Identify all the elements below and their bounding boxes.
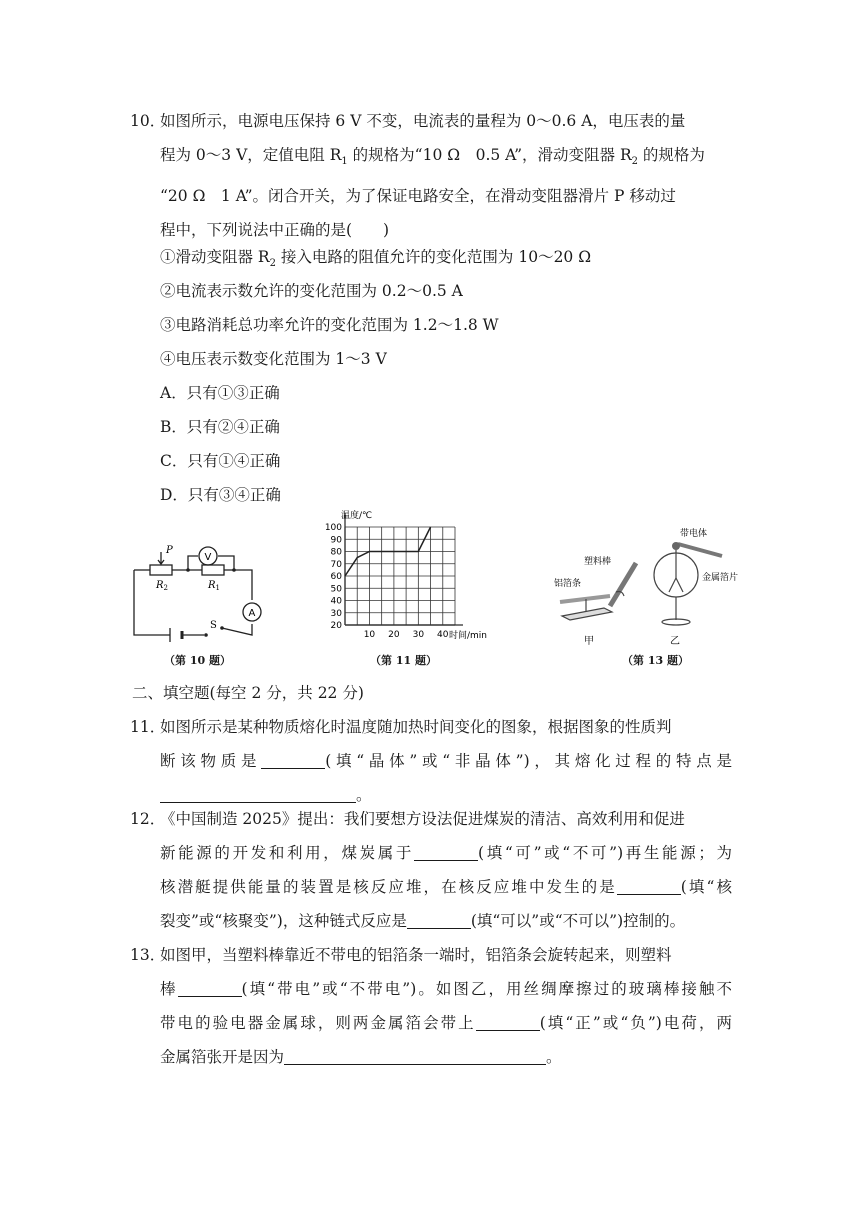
- sub-figure-yi: 乙: [670, 636, 680, 647]
- x-tick-label: 40: [437, 630, 449, 640]
- question-10: [132, 104, 732, 247]
- question-text: 程中，下列说法中正确的是( ): [160, 221, 390, 240]
- y-tick-label: 100: [324, 523, 342, 533]
- statement-4: ④电压表示数变化范围为 1～3 V: [160, 350, 387, 368]
- x-axis-label: 时间/min: [449, 631, 488, 641]
- figure-caption: （第 10 题）: [164, 654, 231, 667]
- aluminum-foil-strip: [560, 596, 610, 602]
- question-number: 10．: [130, 112, 166, 130]
- question-text: 。: [160, 778, 732, 812]
- question-number: 12．: [130, 810, 166, 828]
- electrostatics-figure: [550, 520, 770, 650]
- answer-blank[interactable]: [476, 1012, 540, 1031]
- question-text: 如图甲，当塑料棒靠近不带电的铝箔条一端时，铝箔条会旋转起来，则塑料: [160, 946, 672, 964]
- question-text: 如图所示，电源电压保持 6 V 不变，电流表的量程为 0～0.6 A，电压表的量: [160, 112, 686, 130]
- question-text: 新能源的开发和利用，煤炭属于 (填“可”或“不可”)再生能源；为: [160, 844, 732, 862]
- sub-figure-jia: 甲: [584, 636, 594, 647]
- y-tick-label: 40: [330, 596, 342, 607]
- question-number: 11．: [130, 718, 166, 736]
- plastic-rod: [610, 563, 636, 606]
- y-tick-label: 60: [330, 572, 342, 582]
- temperature-chart: [315, 505, 505, 645]
- answer-blank[interactable]: [178, 978, 242, 997]
- junction-dot: [232, 568, 236, 572]
- answer-blank[interactable]: [414, 842, 478, 861]
- answer-blank[interactable]: [261, 750, 325, 769]
- question-text: 如图所示是某种物质熔化时温度随加热时间变化的图象，根据图象的性质判: [160, 718, 672, 736]
- switch-contact: [220, 626, 224, 630]
- question-12: [132, 802, 732, 938]
- answer-blank[interactable]: [617, 876, 681, 895]
- leaf-label: 金属箔片: [702, 573, 739, 583]
- question-text: 棒 (填“带电”或“不带电”)。如图乙，用丝绸摩擦过的玻璃棒接触不: [160, 980, 732, 998]
- y-tick-label: 70: [330, 559, 342, 570]
- x-tick-label: 20: [388, 630, 400, 640]
- question-11: [132, 710, 732, 812]
- voltmeter-label: V: [204, 552, 212, 563]
- y-tick-label: 20: [330, 621, 342, 631]
- figure-caption: （第 11 题）: [370, 654, 437, 667]
- y-axis-label: 温度/℃: [341, 511, 373, 521]
- question-13: [132, 938, 732, 1074]
- r2-label: $R_2$: [156, 580, 168, 592]
- ammeter-label: A: [248, 608, 256, 619]
- x-tick-label: 10: [363, 630, 376, 640]
- question-text: 程为 0～3 V，定值电阻 $R_1$ 的规格为“10 Ω 0.5 A”，滑动变阻器 $R_2$ 的规格为: [160, 146, 705, 168]
- option-b: B．只有②④正确: [160, 418, 280, 436]
- foil-base: [562, 608, 612, 620]
- answer-blank[interactable]: [284, 1046, 546, 1065]
- question-text: 《中国制造 2025》提出：我们要想方设法促进煤炭的清洁、高效利用和促进: [160, 810, 685, 828]
- foil-label: 铝箔条: [554, 579, 582, 589]
- answer-blank[interactable]: [160, 784, 356, 803]
- question-text: 带电的验电器金属球，则两金属箔会带上 (填“正”或“负”)电荷，两: [160, 1014, 732, 1032]
- junction-dot: [186, 568, 190, 572]
- rod-label: 塑料棒: [584, 557, 612, 567]
- y-tick-label: 90: [330, 535, 342, 546]
- statement-2: ②电流表示数允许的变化范围为 0.2～0.5 A: [160, 282, 463, 300]
- question-number: 13．: [130, 946, 166, 964]
- statement-1: ①滑动变阻器 $R_2$ 接入电路的阻值允许的变化范围为 10～20 Ω: [160, 248, 592, 270]
- y-tick-label: 80: [330, 547, 342, 558]
- figure-caption: （第 13 题）: [622, 654, 689, 667]
- circuit-figure: [124, 540, 274, 650]
- switch-label: S: [210, 620, 217, 631]
- question-text: 金属箔张开是因为 。: [160, 1048, 562, 1066]
- switch-contact: [204, 633, 208, 637]
- option-a: A．只有①③正确: [160, 384, 280, 402]
- option-d: D．只有③④正确: [160, 486, 281, 504]
- y-tick-label: 30: [330, 608, 342, 619]
- question-text: “20 Ω 1 A”。闭合开关，为了保证电路安全，在滑动变阻器滑片 P 移动过: [160, 187, 676, 206]
- charged-body-label: 带电体: [680, 529, 708, 539]
- answer-blank[interactable]: [407, 910, 471, 929]
- statement-3: ③电路消耗总功率允许的变化范围为 1.2～1.8 W: [160, 316, 499, 334]
- r1-label: $R_1$: [208, 580, 220, 592]
- question-text: 断该物质是 (填“晶体”或“非晶体”)，其熔化过程的特点是: [160, 752, 732, 770]
- metal-ball: [672, 542, 680, 550]
- x-tick-label: 30: [412, 630, 425, 640]
- slider-label: P: [166, 545, 173, 556]
- option-c: C．只有①④正确: [160, 452, 281, 470]
- question-text: 核潜艇提供能量的装置是核反应堆，在核反应堆中发生的是 (填“核: [160, 878, 732, 896]
- question-text: 裂变”或“核聚变”)，这种链式反应是 (填“可以”或“不可以”)控制的。: [160, 912, 686, 930]
- section-heading: 二、填空题(每空 2 分，共 22 分): [132, 684, 364, 702]
- y-tick-label: 50: [330, 584, 342, 595]
